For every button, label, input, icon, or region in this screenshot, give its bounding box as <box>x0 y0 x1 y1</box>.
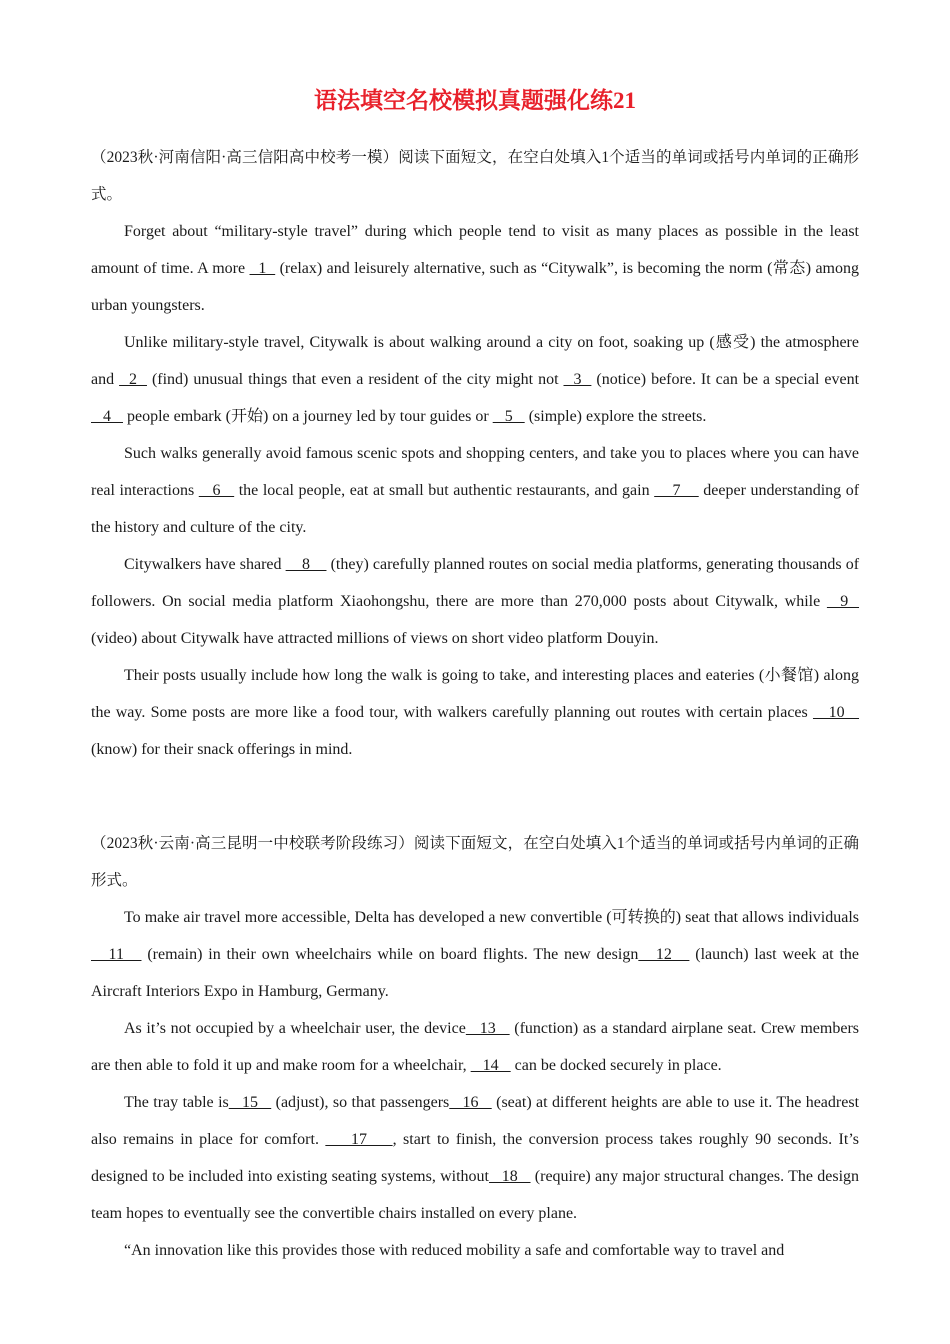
answer-blank: 15 <box>228 1094 272 1111</box>
passage-text: , start to finish, the conversion process takes roughly 90 seconds. It’s designed to be included into existing seating systems, without <box>91 1131 859 1185</box>
answer-blank: 11 <box>91 946 142 963</box>
answer-blank: 13 <box>465 1020 510 1037</box>
passage-text: Forget about “military-style travel” during which people tend to visit as many places as possible in the least amount of time. A more <box>91 223 859 277</box>
paragraph <box>91 899 859 1010</box>
page-title: 语法填空名校模拟真题强化练21 <box>314 88 636 113</box>
passage-text: (adjust), so that passengers <box>271 1094 450 1111</box>
passage-text: (simple) explore the streets. <box>524 408 707 425</box>
passage-text: The tray table is <box>124 1094 229 1111</box>
answer-blank: 8 <box>285 556 327 573</box>
answer-blank: 12 <box>638 946 690 963</box>
passage-text: can be docked securely in place. <box>510 1057 722 1074</box>
passage-text: (video) about Citywalk have attracted millions of views on short video platform Douyin. <box>91 630 659 647</box>
paragraph <box>91 1084 859 1232</box>
passage-text: As it’s not occupied by a wheelchair user, the device <box>124 1020 466 1037</box>
passage-text: (they) carefully planned routes on social media platforms, generating thousands of followers. On social media platform Xiaohongshu, there are more than 270,000 posts about Citywalk, while <box>91 556 860 610</box>
passage-text: (notice) before. It can be a special event <box>591 371 860 388</box>
passage-text: (remain) in their own wheelchairs while on board flights. The new design <box>141 946 639 963</box>
answer-blank: 4 <box>91 408 123 425</box>
passage-text: (relax) and leisurely alternative, such as “Citywalk”, is becoming the norm (常态) among urban youngsters. <box>91 260 860 314</box>
passage-text: (launch) last week at the Aircraft Interiors Expo in Hamburg, Germany. <box>91 946 860 1000</box>
instruction-1: （2023秋·河南信阳·高三信阳高中校考一模）阅读下面短文，在空白处填入1个适当的单词或括号内单词的正确形式。 <box>91 149 859 203</box>
passage-text: (function) as a standard airplane seat. Crew members are then able to fold it up and make room for a wheelchair, <box>91 1020 859 1074</box>
paragraph <box>91 546 859 657</box>
paragraph <box>91 1010 859 1084</box>
instruction-2: （2023秋·云南·高三昆明一中校联考阶段练习）阅读下面短文，在空白处填入1个适当的单词或括号内单词的正确形式。 <box>91 835 859 889</box>
passage-text: (seat) at different heights are able to use it. The headrest also remains in place for comfort. <box>91 1094 860 1148</box>
passage-text: (require) any major structural changes. The design team hopes to eventually see the convertible chairs installed on every plane. <box>91 1168 860 1222</box>
passage-text: Citywalkers have shared <box>124 556 286 573</box>
answer-blank: 17 <box>325 1131 393 1148</box>
passage-2 <box>91 825 859 1269</box>
paragraph <box>91 1232 859 1269</box>
passage-text: To make air travel more accessible, Delta has developed a new convertible (可转换的) seat that allows individuals <box>124 909 859 926</box>
answer-blank: 7 <box>654 482 699 499</box>
answer-blank: 18 <box>489 1168 531 1185</box>
passage-1 <box>91 139 859 768</box>
answer-blank: 3 <box>563 371 592 388</box>
passage-text: “An innovation like this provides those with reduced mobility a safe and comfortable way to travel and <box>124 1242 785 1259</box>
passage-text: (find) unusual things that even a resident of the city might not <box>146 371 564 388</box>
passage-text: deeper understanding of the history and culture of the city. <box>91 482 860 536</box>
answer-blank: 5 <box>492 408 525 425</box>
answer-blank: 2 <box>119 371 147 388</box>
paragraph <box>91 435 859 546</box>
answer-blank: 10 <box>812 704 860 721</box>
passage-text: the local people, eat at small but authentic restaurants, and gain <box>234 482 655 499</box>
answer-blank: 16 <box>449 1094 492 1111</box>
answer-blank: 6 <box>198 482 235 499</box>
answer-blank: 14 <box>470 1057 511 1074</box>
answer-blank: 9 <box>826 593 860 610</box>
passage-text: people embark (开始) on a journey led by tour guides or <box>123 408 493 425</box>
passage-text: (know) for their snack offerings in mind. <box>91 741 353 758</box>
passage-text: Their posts usually include how long the walk is going to take, and interesting places and eateries (小餐馆) along the way. Some posts are more like a food tour, with walkers carefully planning out routes with certain places <box>91 667 859 721</box>
paragraph <box>91 657 859 768</box>
answer-blank: 1 <box>249 260 276 277</box>
passage-text: Such walks generally avoid famous scenic spots and shopping centers, and take you to places where you can have real interactions <box>91 445 859 499</box>
paragraph <box>91 213 859 324</box>
passage-text: Unlike military-style travel, Citywalk is about walking around a city on foot, soaking up (感受) the atmosphere and <box>91 334 859 388</box>
paragraph <box>91 324 859 435</box>
